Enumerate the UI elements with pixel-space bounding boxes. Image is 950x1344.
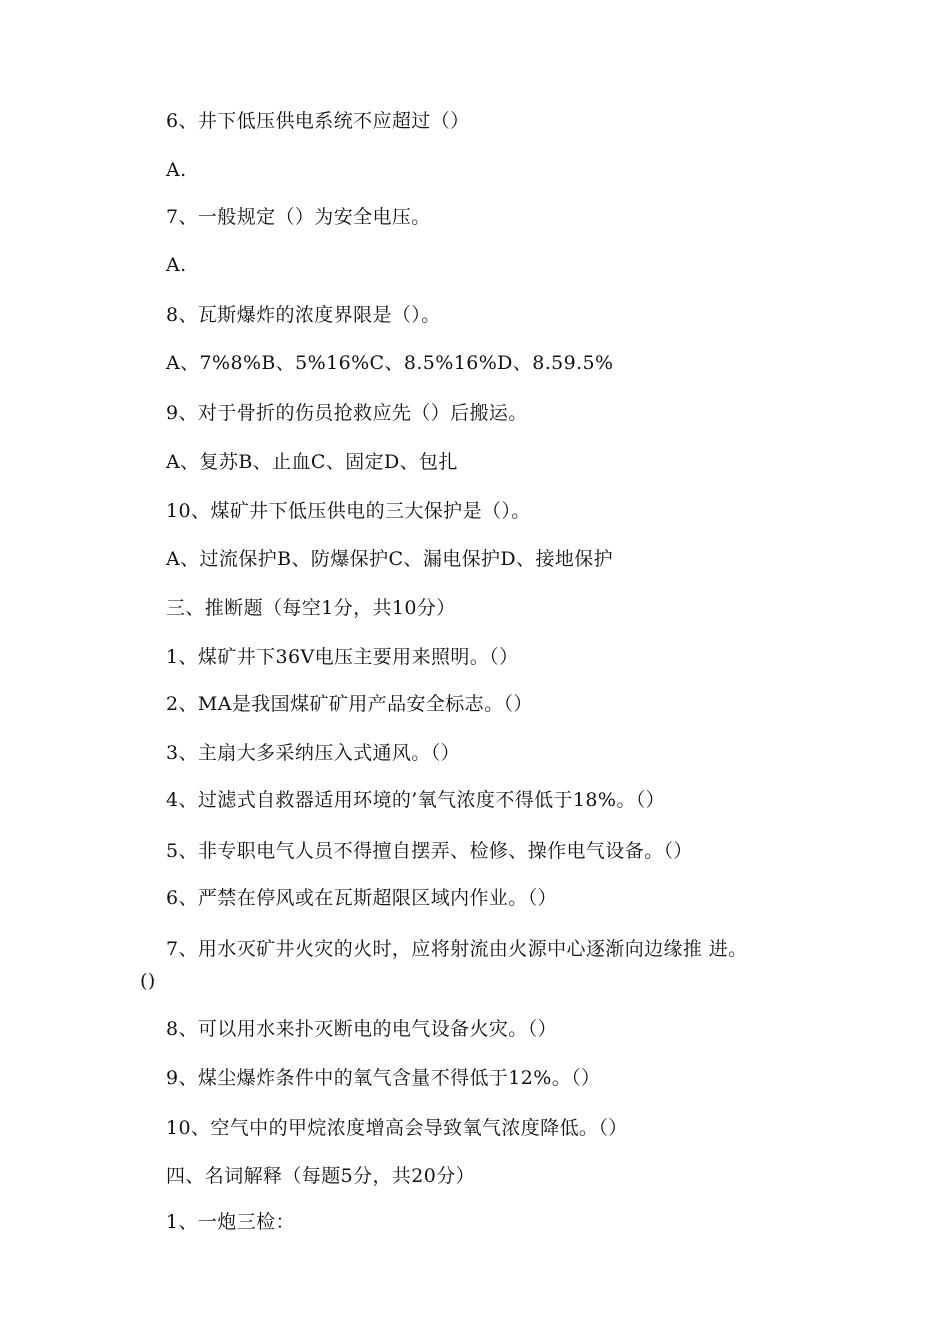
question-6-option-a: A. [166,159,187,181]
question-10-protection: 10、煤矿井下低压供电的三大保护是（）。 [166,500,531,522]
section-4-heading: 四、名词解释（每题5分，共20分） [166,1165,476,1187]
judge-10: 10、空气中的甲烷浓度增高会导致氧气浓度降低。（） [166,1117,628,1139]
section-3-heading: 三、推断题（每空1分，共10分） [166,597,456,619]
question-7-safe-voltage: 7、一般规定（）为安全电压。 [166,206,431,228]
question-7-option-a: A. [166,254,187,276]
judge-5: 5、非专职电气人员不得擅自摆弄、检修、操作电气设备。（） [166,840,693,862]
question-8-gas-explosion: 8、瓦斯爆炸的浓度界限是（）。 [166,304,441,326]
judge-8: 8、可以用水来扑灭断电的电气设备火灾。（） [166,1018,557,1040]
judge-7-continuation: () [140,970,156,992]
judge-1: 1、煤矿井下36V电压主要用来照明。（） [166,646,519,668]
question-9-fracture: 9、对于骨折的伤员抢救应先（）后搬运。 [166,402,528,424]
question-10-options: A、过流保护B、防爆保护C、漏电保护D、接地保护 [166,548,614,570]
judge-6: 6、严禁在停风或在瓦斯超限区域内作业。（） [166,887,557,909]
term-1: 1、一炮三检： [166,1211,295,1233]
judge-4: 4、过滤式自救器适用环境的’氧气浓度不得低于18%。（） [166,789,666,811]
judge-7: 7、用水灭矿井火灾的火时，应将射流由火源中心逐渐向边缘推 进。 [166,938,748,960]
judge-3: 3、主扇大多采纳压入式通风。（） [166,742,460,764]
question-9-options: A、复苏B、止血C、固定D、包扎 [166,451,458,473]
judge-2: 2、MA是我国煤矿矿用产品安全标志。（） [166,693,533,715]
question-8-options: A、7%8%B、5%16%C、8.5%16%D、8.59.5% [166,352,614,374]
question-6-power-supply: 6、井下低压供电系统不应超过（） [166,110,470,132]
judge-9: 9、煤尘爆炸条件中的氧气含量不得低于12%。（） [166,1067,601,1089]
